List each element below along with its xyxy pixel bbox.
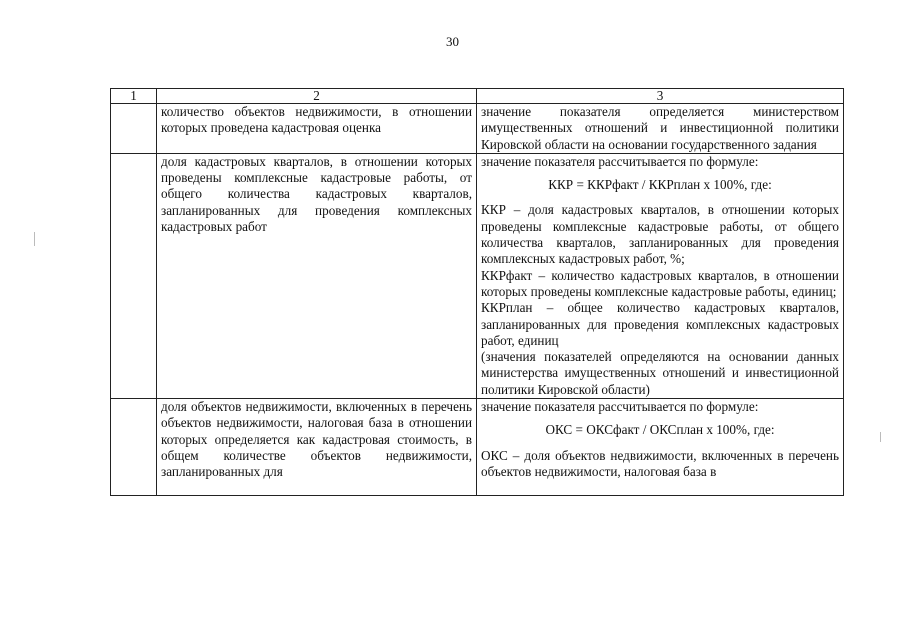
table-row — [111, 153, 844, 398]
definition: ККРфакт – количество кадастровых кварталов, в отношении которых проведены комплексные кадастровые работы, единиц; — [481, 267, 839, 299]
column-header: 2 — [157, 89, 477, 104]
indicator-text: доля объектов недвижимости, включенных в перечень объектов недвижимости, налоговая база в отношении которых определяется как кадастровая стоимость, в общем количестве объектов недвижимости, запланированных для — [161, 399, 472, 480]
indicator-text: доля кадастровых кварталов, в отношении которых проведены комплексные кадастровые работы, от общего количества кадастровых кварталов, запланированных для проведения комплексных кадастровых работ — [161, 153, 472, 235]
formula-intro: значение показателя рассчитывается по формуле: — [481, 399, 759, 415]
indicator-cell — [157, 104, 477, 154]
row-number-cell — [111, 399, 157, 496]
page-number: 30 — [446, 34, 459, 49]
method-cell — [477, 153, 844, 398]
definition-note: (значения показателей определяются на основании данных министерства имущественных отношений и инвестиционной политики Кировской области) — [481, 349, 839, 397]
column-header: 3 — [477, 89, 844, 104]
method-cell — [477, 104, 844, 154]
row-number-cell — [111, 153, 157, 398]
definition: ККР – доля кадастровых кварталов, в отношении которых проведены комплексные кадастровые работы, от общего количества кварталов, запланированных для проведения комплексных кадастровых работ, %; — [481, 202, 839, 267]
method-text: значение показателя определяется министерством имущественных отношений и инвестиционной политики Кировской области на основании государственного задания — [481, 104, 839, 152]
indicator-cell — [157, 399, 477, 496]
indicator-cell — [157, 153, 477, 398]
indicators-table — [110, 88, 844, 496]
method-cell — [477, 399, 844, 496]
indicator-text: количество объектов недвижимости, в отношении которых проведена кадастровая оценка — [161, 104, 472, 136]
definition: ОКС – доля объектов недвижимости, включенных в перечень объектов недвижимости, налоговая база в — [481, 447, 839, 479]
scan-mark — [34, 232, 35, 246]
definition: ККРплан – общее количество кадастровых кварталов, запланированных для проведения комплексных кадастровых работ, единиц — [481, 300, 839, 348]
row-number-cell — [111, 104, 157, 154]
table-row — [111, 104, 844, 154]
table-header-row — [111, 89, 844, 104]
formula: ОКС = ОКСфакт / ОКСплан х 100%, где: — [545, 422, 775, 438]
scan-mark — [880, 432, 881, 442]
formula-intro: значение показателя рассчитывается по формуле: — [481, 153, 759, 169]
table-row — [111, 399, 844, 496]
formula: ККР = ККРфакт / ККРплан х 100%, где: — [548, 177, 772, 193]
column-header: 1 — [111, 89, 157, 104]
